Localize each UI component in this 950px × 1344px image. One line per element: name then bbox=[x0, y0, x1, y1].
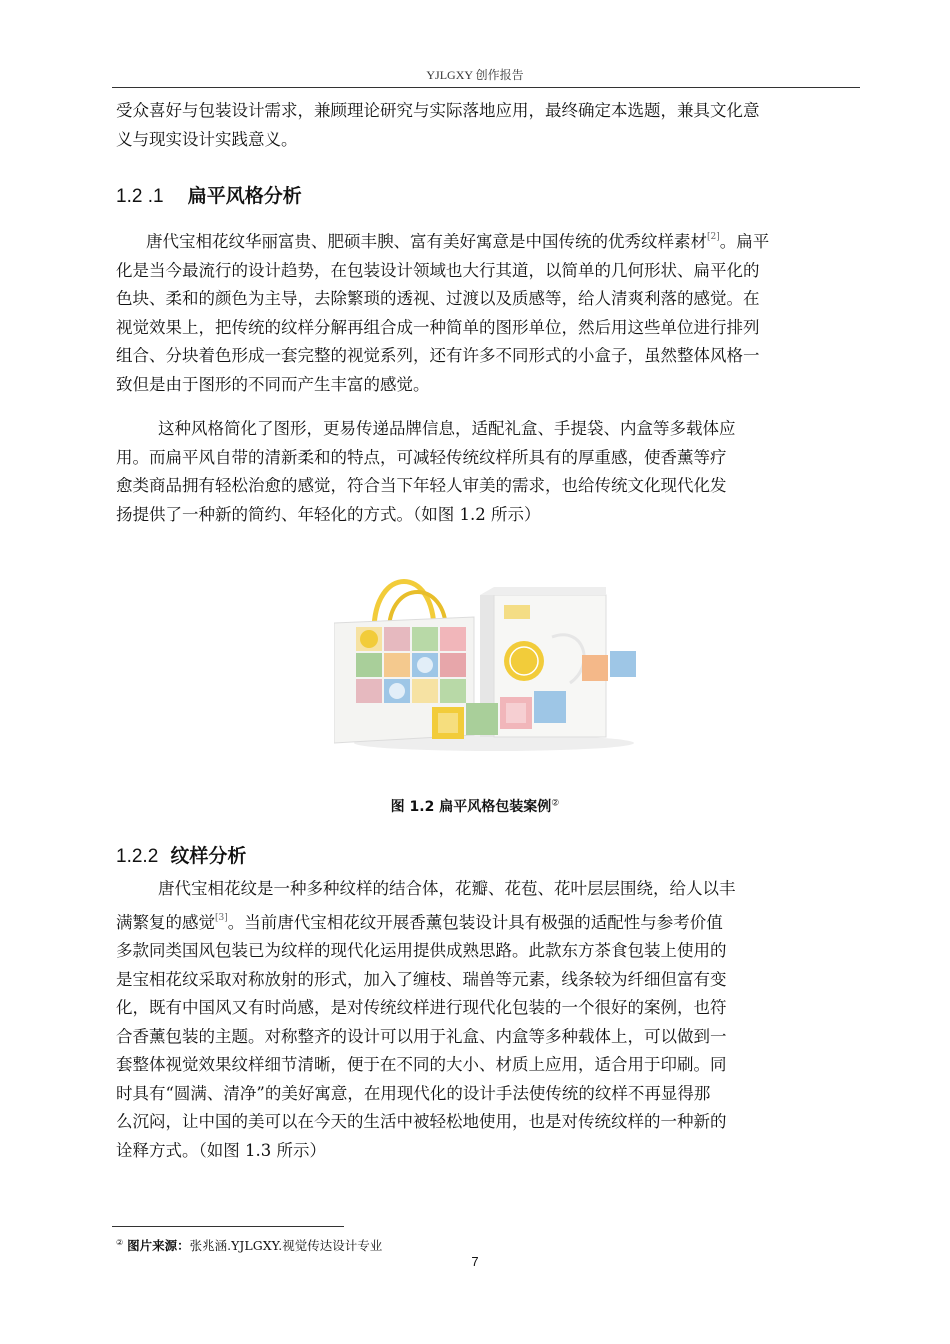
section-heading-1-2-1 bbox=[116, 181, 302, 208]
text-line: 时具有“圆满、清净”的美好寓意，在用现代化的设计手法使传统的纹样不再显得那 bbox=[116, 1083, 711, 1103]
text-line: 义与现实设计实践意义。 bbox=[116, 129, 298, 149]
flat-style-paragraph-1 bbox=[116, 223, 769, 399]
text-line: 唐代宝相花纹是一种多种纹样的结合体，花瓣、花苞、花叶层层围绕，给人以丰 bbox=[158, 879, 736, 898]
caption-text: 图 1.2 扁平风格包装案例 bbox=[390, 799, 552, 815]
footnote-label: 图片来源： bbox=[127, 1238, 190, 1253]
text-line: 诠释方式。（如图 1.3 所示） bbox=[116, 1140, 326, 1160]
flat-style-paragraph-2 bbox=[116, 415, 736, 529]
citation-ref: [2] bbox=[707, 232, 720, 242]
text-line: 受众喜好与包装设计需求，兼顾理论研究与实际落地应用，最终确定本选题，兼具文化意 bbox=[116, 101, 760, 120]
footnote bbox=[116, 1236, 382, 1254]
footnote-mark: ② bbox=[116, 1238, 124, 1247]
page-number: 7 bbox=[471, 1254, 479, 1269]
section-title: 扁平风格分析 bbox=[187, 185, 302, 207]
footnote-divider bbox=[112, 1226, 344, 1227]
caption-footnote-mark: ② bbox=[551, 798, 560, 809]
section-title: 纹样分析 bbox=[170, 845, 247, 867]
text-line: 愈类商品拥有轻松治愈的感觉，符合当下年轻人审美的需求，也给传统文化现代化发 bbox=[116, 476, 727, 495]
section-number: 1.2 .1 bbox=[116, 186, 164, 207]
citation-ref: [3] bbox=[215, 912, 228, 923]
text-line: 色块、柔和的颜色为主导，去除繁琐的透视、过渡以及质感等，给人清爽利落的感觉。在 bbox=[116, 289, 760, 308]
intro-paragraph bbox=[116, 97, 760, 154]
text-line: 扬提供了一种新的简约、年轻化的方式。（如图 1.2 所示） bbox=[116, 504, 541, 524]
pattern-analysis-paragraph bbox=[116, 875, 736, 1165]
figure-caption bbox=[0, 796, 950, 816]
packaging-illustration bbox=[334, 565, 644, 755]
text-line: 套整体视觉效果纹样细节清晰，便于在不同的大小、材质上应用，适合用于印刷。同 bbox=[116, 1055, 727, 1074]
text-line: 唐代宝相花纹华丽富贵、肥硕丰腴、富有美好寓意是中国传统的优秀纹样素材[2]。扁平 bbox=[146, 232, 770, 251]
header-title: YJLGXY 创作报告 bbox=[426, 68, 524, 82]
section-heading-1-2-2 bbox=[116, 841, 246, 868]
text-line: 用。而扁平风自带的清新柔和的特点，可减轻传统纹样所具有的厚重感，使香薰等疗 bbox=[116, 447, 727, 467]
text-line: 满繁复的感觉[3]。当前唐代宝相花纹开展香薰包装设计具有极强的适配性与参考价值 bbox=[116, 912, 723, 932]
text-line: 合香薰包装的主题。对称整齐的设计可以用于礼盒、内盒等多种载体上，可以做到一 bbox=[116, 1026, 727, 1046]
header-divider bbox=[112, 87, 860, 88]
text-line: 化是当今最流行的设计趋势，在包装设计领域也大行其道，以简单的几何形状、扁平化的 bbox=[116, 260, 760, 280]
text-line: 是宝相花纹采取对称放射的形式，加入了缠枝、瑞兽等元素，线条较为纤细但富有变 bbox=[116, 969, 727, 989]
packaging-figure bbox=[334, 565, 644, 755]
footnote-text: 张兆涵.YJLGXY.视觉传达设计专业 bbox=[189, 1238, 383, 1253]
text-line: 这种风格简化了图形，更易传递品牌信息，适配礼盒、手提袋、内盒等多载体应 bbox=[158, 419, 736, 438]
section-number: 1.2.2 bbox=[116, 846, 159, 867]
text-line: 多款同类国风包装已为纹样的现代化运用提供成熟思路。此款东方茶食包装上使用的 bbox=[116, 941, 727, 960]
text-line: 视觉效果上，把传统的纹样分解再组合成一种简单的图形单位，然后用这些单位进行排列 bbox=[116, 317, 760, 337]
text-line: 化，既有中国风又有时尚感，是对传统纹样进行现代化包装的一个很好的案例，也符 bbox=[116, 998, 727, 1017]
text-line: 么沉闷，让中国的美可以在今天的生活中被轻松地使用，也是对传统纹样的一种新的 bbox=[116, 1112, 727, 1131]
text-line: 组合、分块着色形成一套完整的视觉系列，还有许多不同形式的小盒子，虽然整体风格一 bbox=[116, 346, 760, 365]
text-line: 致但是由于图形的不同而产生丰富的感觉。 bbox=[116, 374, 430, 394]
